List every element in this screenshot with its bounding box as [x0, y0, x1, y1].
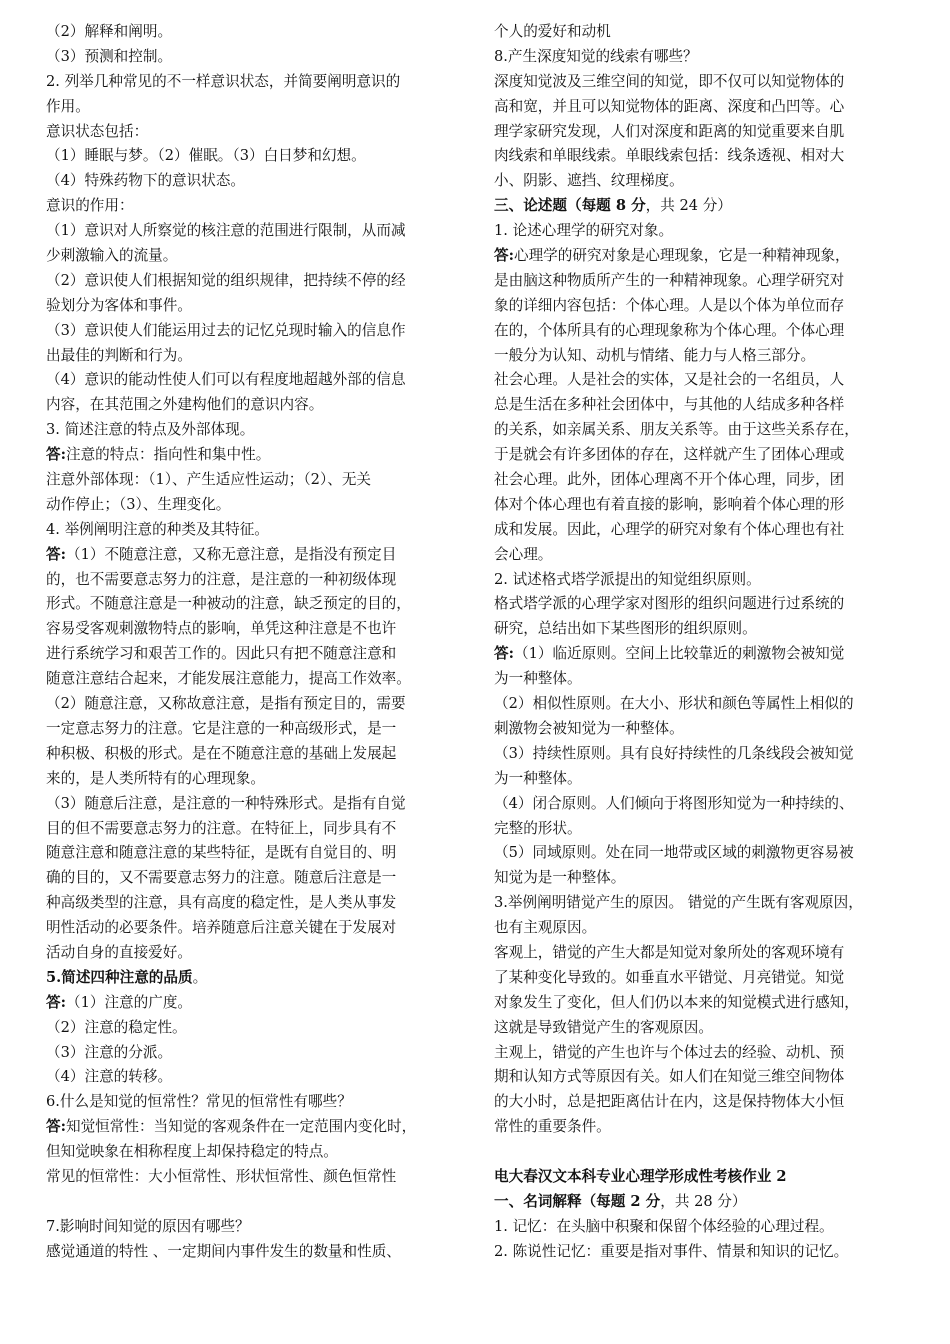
bold-text: 答: [494, 645, 514, 663]
text-line [494, 518, 912, 543]
text-line [46, 319, 464, 344]
text-line [494, 368, 912, 393]
text-line [46, 568, 464, 593]
line-text: 完整的形状。 [494, 819, 582, 837]
text-line [494, 767, 912, 792]
line-text: 象的详细内容包括：个体心理。人是以个体为单位而存 [494, 296, 845, 314]
line-text: 一般分为认知、动机与情绪、能力与人格三部分。 [494, 346, 816, 364]
line-text: 形式。不随意注意是一种被动的注意，缺乏预定的目的， [46, 595, 411, 613]
text-line [494, 194, 912, 219]
text-line [494, 667, 912, 692]
text-line [46, 95, 464, 120]
line-text: 目的但不需要意志努力的注意。在特征上，同步具有不 [46, 819, 397, 837]
text-line [494, 742, 912, 767]
text-line [46, 443, 464, 468]
text-line [46, 70, 464, 95]
text-line [46, 144, 464, 169]
line-text: 注意外部体现：（1）、产生适应性运动；（2）、无关 [46, 471, 372, 489]
line-text: 少刺激输入的流量。 [46, 247, 178, 265]
text-line [494, 393, 912, 418]
text-line [494, 1190, 912, 1215]
line-text: 1. 论述心理学的研究对象。 [494, 222, 674, 240]
text-line [46, 742, 464, 767]
text-line [46, 1016, 464, 1041]
line-text: 总是生活在多种社会团体中，与其他的人结成多种各样 [494, 396, 845, 414]
right-column [494, 20, 912, 1265]
text-line [494, 1041, 912, 1066]
text-line [46, 592, 464, 617]
line-text: （5）同域原则。处在同一地带或区域的刺激物更容易被 [494, 844, 854, 862]
text-line [494, 70, 912, 95]
text-line [494, 617, 912, 642]
text-line [46, 692, 464, 717]
text-line [46, 1115, 464, 1140]
line-text: 验划分为客体和事件。 [46, 296, 192, 314]
text-line [494, 841, 912, 866]
text-line [46, 916, 464, 941]
line-text: （2）注意的稳定性。 [46, 1018, 187, 1036]
bold-text: 三、论述题（每题 8 分 [494, 197, 646, 215]
text-line [46, 792, 464, 817]
line-text: 确的目的，又不需要意志努力的注意。随意后注意是一 [46, 869, 397, 887]
line-text: 进行系统学习和艰苦工作的。因此只有把不随意注意和 [46, 645, 397, 663]
line-text: 体对个体心理也有着直接的影响，影响着个体心理的形 [494, 495, 845, 513]
line-text: 活动自身的直接爱好。 [46, 943, 192, 961]
text-line [46, 1240, 464, 1265]
line-text: 一定意志努力的注意。它是注意的一种高级形式，是一 [46, 719, 397, 737]
text-line [494, 20, 912, 45]
text-line [46, 767, 464, 792]
line-text: 对象发生了变化，但人们仍以本来的知觉模式进行感知， [494, 993, 859, 1011]
line-text: 出最佳的判断和行为。 [46, 346, 192, 364]
line-text: （2）相似性原则。在大小、形状和颜色等属性上相似的 [494, 695, 854, 713]
text-line [494, 219, 912, 244]
text-line [46, 717, 464, 742]
text-line [494, 966, 912, 991]
line-text: 随意注意和随意注意的某些特征，是既有自觉目的、明 [46, 844, 397, 862]
line-text: 高和宽，并且可以知觉物体的距离、深度和凸凹等。心 [494, 97, 845, 115]
line-text: 小、阴影、遮挡、纹理梯度。 [494, 172, 684, 190]
text-line [494, 144, 912, 169]
line-text: （4）注意的转移。 [46, 1068, 173, 1086]
text-line [494, 468, 912, 493]
text-line [494, 169, 912, 194]
line-text: 为一种整体。 [494, 670, 582, 688]
text-line [494, 916, 912, 941]
line-text: 随意注意结合起来，才能发展注意能力，提高工作效率。 [46, 670, 411, 688]
text-line [46, 617, 464, 642]
line-text: 社会心理。此外，团体心理离不开个体心理，同步，团 [494, 471, 845, 489]
line-text: 的，也不需要意志努力的注意，是注意的一种初级体现 [46, 570, 397, 588]
bold-text: 答: [46, 993, 66, 1011]
line-text: （2）随意注意，又称故意注意，是指有预定目的，需要 [46, 695, 406, 713]
text-line [494, 991, 912, 1016]
line-text: 主观上，错觉的产生也许与个体过去的经验、动机、预 [494, 1043, 845, 1061]
text-line [494, 1065, 912, 1090]
line-text: 动作停止；（3）、生理变化。 [46, 495, 231, 513]
text-line [494, 45, 912, 70]
line-text: 。 [192, 968, 208, 986]
text-line [494, 717, 912, 742]
line-text: 知觉恒常性：当知觉的客观条件在一定范围内变化时， [65, 1118, 417, 1136]
text-line [46, 418, 464, 443]
line-text: 种积极、积极的形式。是在不随意注意的基础上发展起 [46, 744, 397, 762]
text-line [46, 817, 464, 842]
line-text: 内容，在其范围之外建构他们的意识内容。 [46, 396, 324, 414]
text-line [46, 244, 464, 269]
text-line [46, 468, 464, 493]
line-text: 感觉通道的特性 、一定期间内事件发生的数量和性质、 [46, 1242, 401, 1260]
line-text: 注意的特点：指向性和集中性。 [65, 446, 271, 464]
text-line [494, 294, 912, 319]
bold-text: 电大春汉文本科专业心理学形成性考核作业 2 [494, 1167, 787, 1185]
line-text: ，共 28 分） [660, 1192, 747, 1210]
line-text: 意识的作用： [46, 197, 134, 215]
text-line [46, 1090, 464, 1115]
line-text: 意识状态包括： [46, 122, 149, 140]
text-line [46, 45, 464, 70]
text-line [46, 493, 464, 518]
text-line [46, 194, 464, 219]
text-line [494, 244, 912, 269]
line-text: 也有主观原因。 [494, 919, 597, 937]
bold-text: 答: [494, 247, 514, 265]
text-line [494, 493, 912, 518]
text-line [494, 1016, 912, 1041]
text-line [46, 1140, 464, 1165]
line-text: 作用。 [46, 97, 90, 115]
line-text: 知觉为是一种整体。 [494, 869, 626, 887]
line-text: （4）闭合原则。人们倾向于将图形知觉为一种持续的、 [494, 794, 854, 812]
text-line [46, 866, 464, 891]
text-line [494, 120, 912, 145]
line-text: 会心理。 [494, 545, 553, 563]
line-text: 刺激物会被知觉为一种整体。 [494, 719, 684, 737]
line-text: （1）不随意注意，又称无意注意，是指没有预定目 [65, 545, 397, 563]
text-line [494, 418, 912, 443]
line-text: 8.产生深度知觉的线索有哪些？ [494, 47, 698, 65]
text-line [46, 841, 464, 866]
bold-text: 答: [46, 1118, 66, 1136]
text-line [494, 568, 912, 593]
line-text: 2. 陈说性记忆：重要是指对事件、情景和知识的记忆。 [494, 1242, 849, 1260]
line-text: 的关系，如亲属关系、朋友关系等。由于这些关系存在， [494, 421, 859, 439]
text-line [494, 792, 912, 817]
left-column [46, 20, 464, 1265]
text-line [494, 1165, 912, 1190]
line-text: 于是就会有许多团体的存在，这样就产生了团体心理或 [494, 446, 845, 464]
bold-text: 答: [46, 446, 66, 464]
line-text: （3）随意后注意，是注意的一种特殊形式。是指有自觉 [46, 794, 406, 812]
line-text: 是由脑这种物质所产生的一种精神现象。心理学研究对 [494, 271, 845, 289]
line-text: 客观上，错觉的产生大都是知觉对象所处的客观环境有 [494, 943, 845, 961]
line-text: 个人的爱好和动机 [494, 23, 611, 40]
line-text: 在的，个体所具有的心理现象称为个体心理。个体心理 [494, 321, 845, 339]
line-text: 肉线索和单眼线索。单眼线索包括：线条透视、相对大 [494, 147, 845, 165]
text-line [46, 169, 464, 194]
line-text: 明性活动的必要条件。培养随意后注意关键在于发展对 [46, 919, 397, 937]
text-line [494, 1140, 912, 1165]
line-text: 成和发展。因此，心理学的研究对象有个体心理也有社 [494, 520, 845, 538]
text-line [494, 1090, 912, 1115]
line-text: 期和认知方式等原因有关。如人们在知觉三维空间物体 [494, 1068, 845, 1086]
line-text: 7.影响时间知觉的原因有哪些？ [46, 1217, 250, 1235]
text-line [494, 1115, 912, 1140]
bold-text: 5.简述四种注意的品质 [46, 968, 193, 986]
line-text: （1）注意的广度。 [65, 993, 193, 1011]
text-line [494, 817, 912, 842]
text-line [46, 393, 464, 418]
line-text: 来的，是人类所特有的心理现象。 [46, 769, 265, 787]
text-line [46, 518, 464, 543]
line-text: 社会心理。人是社会的实体，又是社会的一名组员，人 [494, 371, 845, 389]
line-text: 种高级类型的注意，具有高度的稳定性，是人类从事发 [46, 894, 397, 912]
text-line [46, 269, 464, 294]
line-text: （4）意识的能动性使人们可以有程度地超越外部的信息 [46, 371, 406, 389]
text-line [46, 642, 464, 667]
text-line [46, 1215, 464, 1240]
line-text: 4. 举例阐明注意的种类及其特征。 [46, 520, 269, 538]
text-line [494, 269, 912, 294]
line-text: 了某种变化导致的。如垂直水平错觉、月亮错觉。知觉 [494, 968, 845, 986]
line-text: 3.举例阐明错觉产生的原因。 错觉的产生既有客观原因， [494, 894, 863, 912]
line-text: （4）特殊药物下的意识状态。 [46, 172, 246, 190]
line-text: 容易受客观刺激物特点的影响，单凭这种注意是不也许 [46, 620, 397, 638]
text-line [46, 941, 464, 966]
text-line [46, 344, 464, 369]
text-line [46, 966, 464, 991]
line-text: ，共 24 分） [645, 197, 732, 215]
text-line [46, 543, 464, 568]
text-line [494, 95, 912, 120]
line-text: 为一种整体。 [494, 769, 582, 787]
line-text: 常性的重要条件。 [494, 1118, 611, 1136]
line-text: 心理学的研究对象是心理现象，它是一种精神现象， [513, 247, 850, 265]
line-text: （3）意识使人们能运用过去的记忆兑现时输入的信息作 [46, 321, 406, 339]
line-text: 但知觉映象在相称程度上却保持稳定的特点。 [46, 1143, 338, 1161]
text-line [494, 319, 912, 344]
line-text: 深度知觉波及三维空间的知觉，即不仅可以知觉物体的 [494, 72, 845, 90]
line-text: （3）持续性原则。具有良好持续性的几条线段会被知觉 [494, 744, 854, 762]
bold-text: 一、名词解释（每题 2 分 [494, 1192, 661, 1210]
text-line [46, 1190, 464, 1215]
text-line [46, 219, 464, 244]
line-text: 的大小时，总是把距离估计在内，这是保持物体大小恒 [494, 1093, 845, 1111]
text-line [494, 866, 912, 891]
text-line [46, 667, 464, 692]
text-line [46, 20, 464, 45]
line-text: 这就是导致错觉产生的客观原因。 [494, 1018, 713, 1036]
text-line [494, 692, 912, 717]
line-text: 6.什么是知觉的恒常性？常见的恒常性有哪些？ [46, 1093, 352, 1111]
line-text: 格式塔学派的心理学家对图形的组织问题进行过系统的 [494, 595, 845, 613]
text-line [46, 991, 464, 1016]
line-text: 2. 列举几种常见的不一样意识状态，并简要阐明意识的 [46, 72, 401, 90]
text-line [494, 543, 912, 568]
line-text: 常见的恒常性：大小恒常性、形状恒常性、颜色恒常性 [46, 1167, 397, 1185]
line-text: （3）预测和控制。 [46, 47, 173, 65]
text-line [494, 1215, 912, 1240]
line-text: （2）解释和阐明。 [46, 23, 173, 40]
text-line [46, 891, 464, 916]
text-line [494, 592, 912, 617]
line-text: 1. 记忆：在头脑中积聚和保留个体经验的心理过程。 [494, 1217, 834, 1235]
text-line [494, 642, 912, 667]
text-line [494, 891, 912, 916]
bold-text: 答: [46, 545, 66, 563]
text-line [46, 120, 464, 145]
text-line [46, 294, 464, 319]
line-text: （2）意识使人们根据知觉的组织规律，把持续不停的经 [46, 271, 406, 289]
text-line [46, 1165, 464, 1190]
line-text: 理学家研究发现，人们对深度和距离的知觉重要来自肌 [494, 122, 845, 140]
line-text: （1）意识对人所察觉的核注意的范围进行限制，从而减 [46, 222, 406, 240]
text-line [46, 1065, 464, 1090]
text-line [46, 1041, 464, 1066]
text-line [494, 344, 912, 369]
text-line [494, 443, 912, 468]
text-line [494, 1240, 912, 1265]
line-text: （1）睡眠与梦。（2）催眠。（3）白日梦和幻想。 [46, 147, 366, 165]
line-text: （3）注意的分派。 [46, 1043, 173, 1061]
line-text: （1）临近原则。空间上比较靠近的刺激物会被知觉 [513, 645, 845, 663]
line-text: 2. 试述格式塔学派提出的知觉组织原则。 [494, 570, 761, 588]
line-text: 研究，总结出如下某些图形的组织原则。 [494, 620, 757, 638]
text-line [46, 368, 464, 393]
text-line [494, 941, 912, 966]
line-text: 3. 简述注意的特点及外部体现。 [46, 421, 255, 439]
